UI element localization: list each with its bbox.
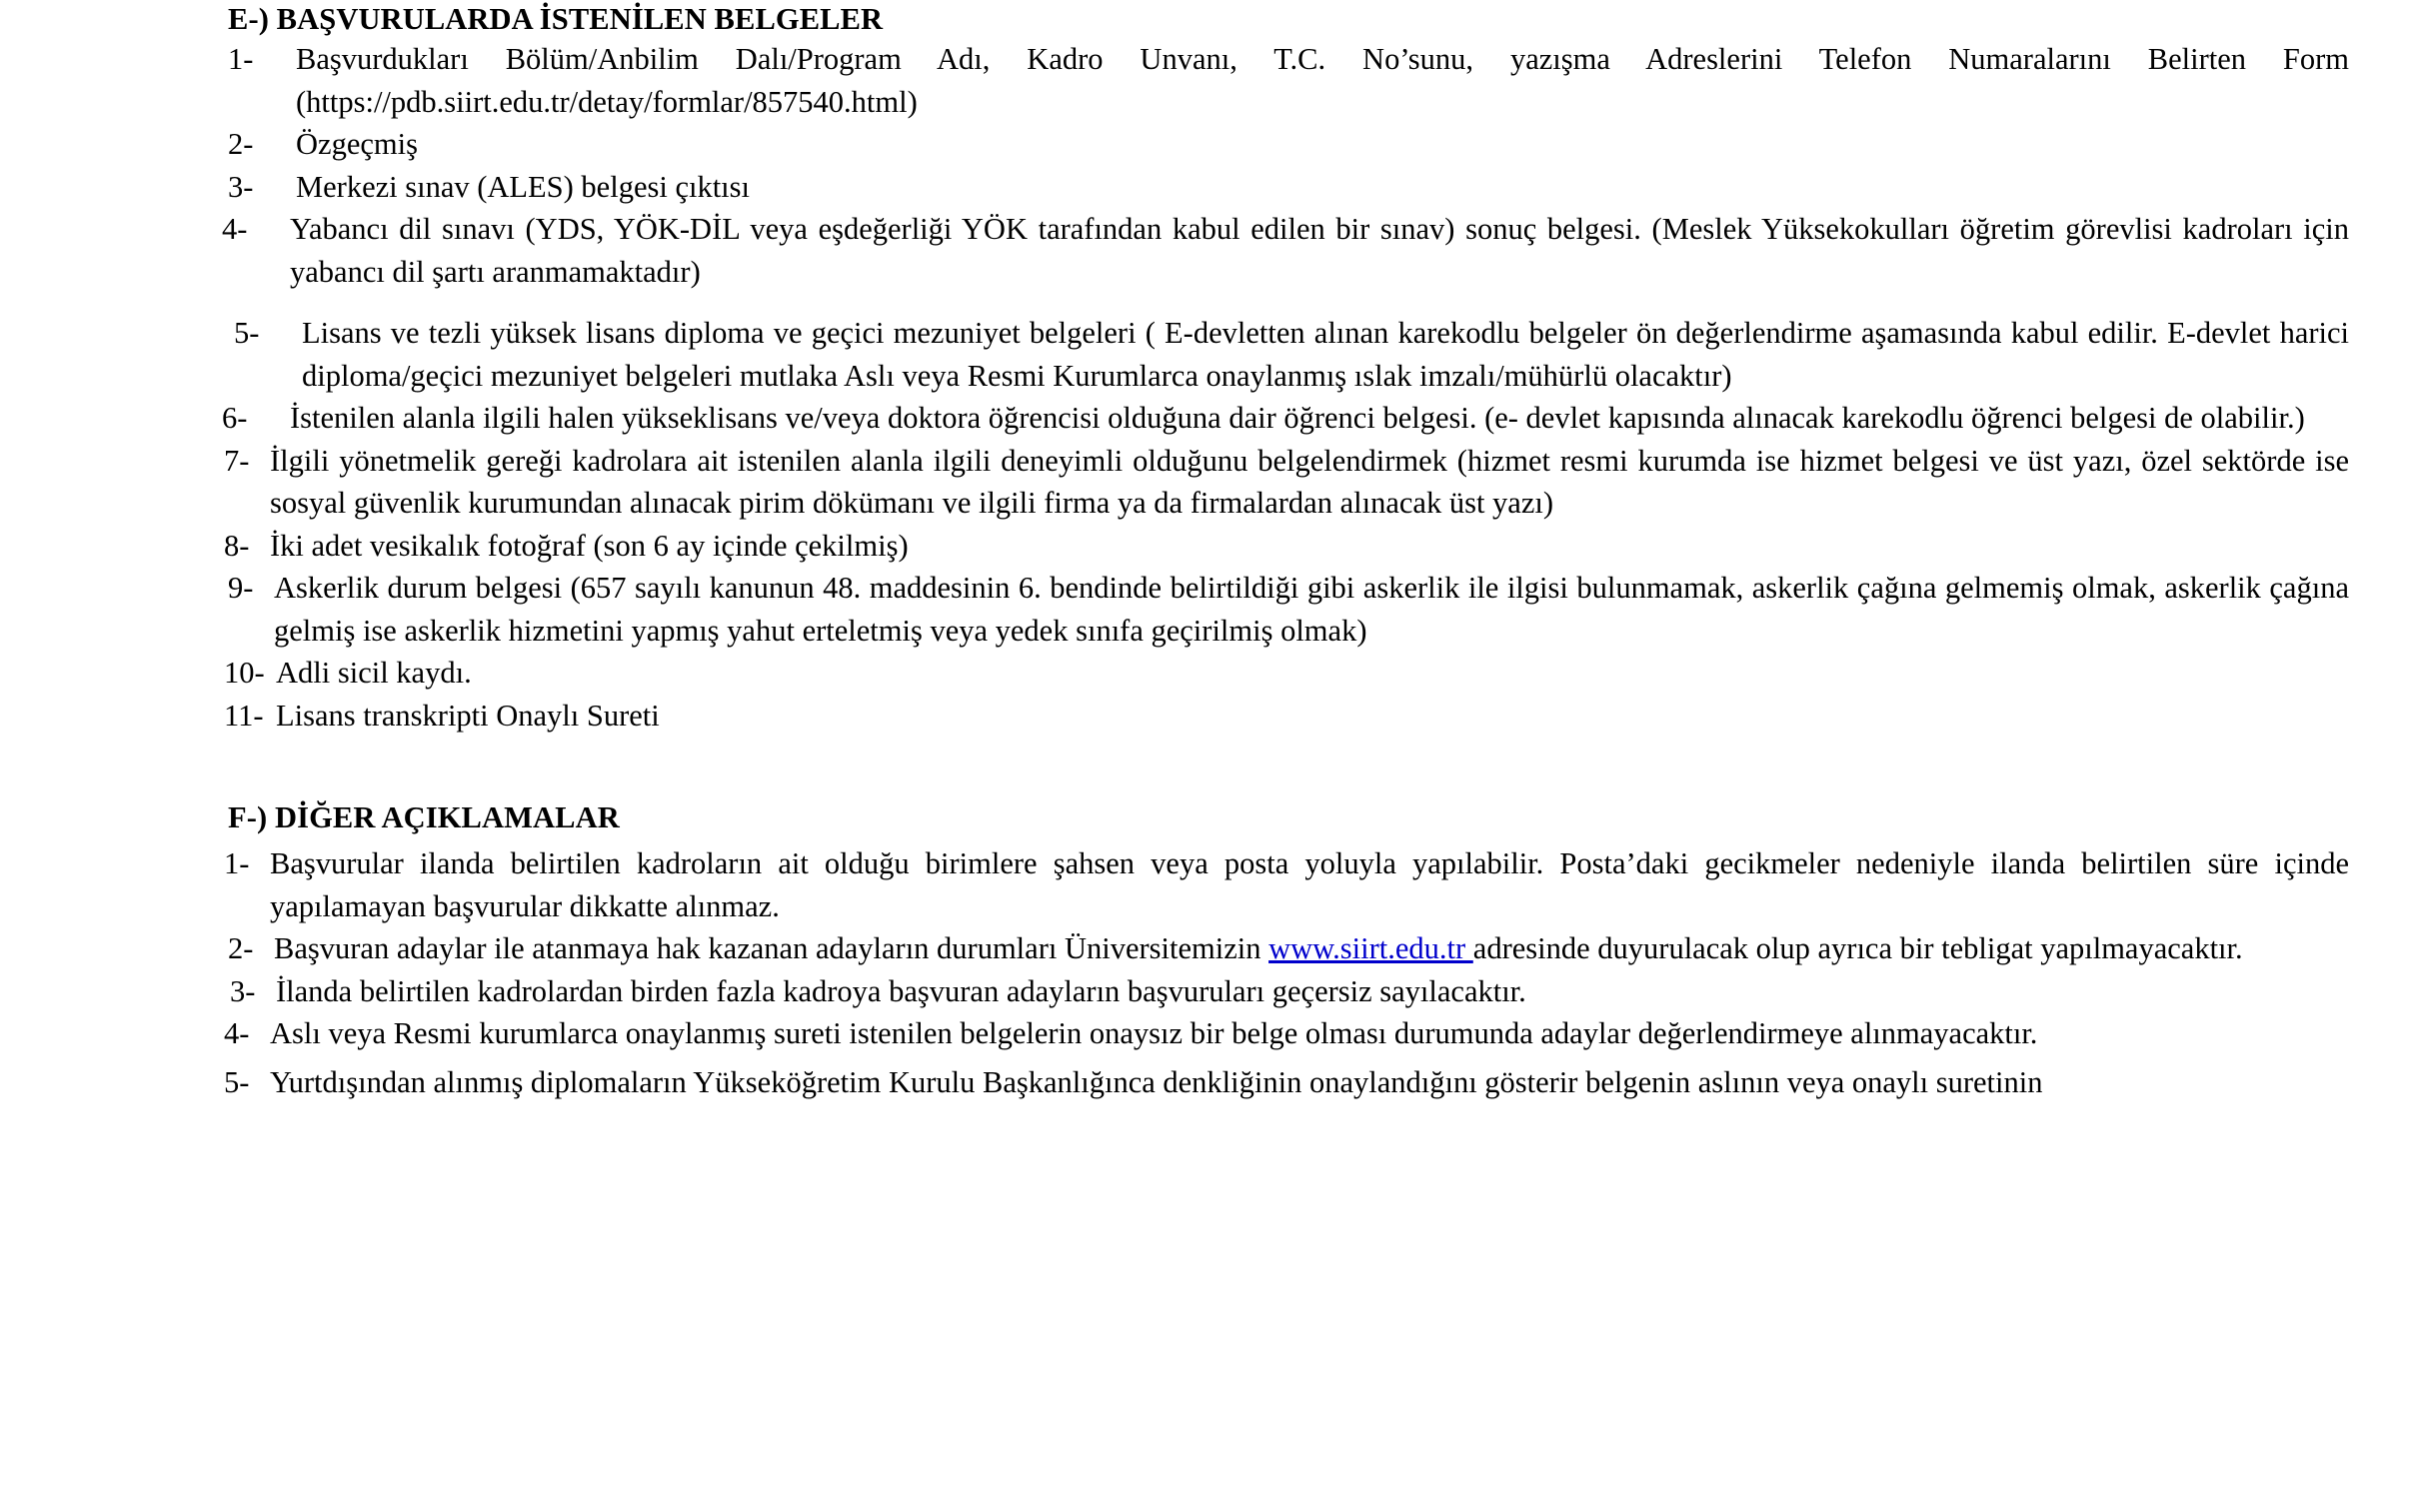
list-item-number: 1- xyxy=(228,42,254,76)
list-item xyxy=(224,842,2349,927)
list-item-number: 4- xyxy=(224,1016,250,1050)
list-item-number: 2- xyxy=(228,931,254,965)
list-item-text-before-link: Başvuran adaylar ile atanmaya hak kazanan adayların durumları Üniversitemizin xyxy=(274,931,1269,965)
list-item-text: İki adet vesikalık fotoğraf (son 6 ay içinde çekilmiş) xyxy=(270,528,909,563)
list-item-text: Özgeçmiş xyxy=(296,127,418,161)
list-item-number: 10- xyxy=(224,656,265,690)
list-item-text: İlanda belirtilen kadrolardan birden fazla kadroya başvuran adayların başvuruları geçersiz sayılacaktır. xyxy=(276,973,1526,1008)
list-item xyxy=(222,397,2349,440)
list-item xyxy=(228,567,2349,652)
list-item-number: 3- xyxy=(228,169,254,204)
list-item-number: 9- xyxy=(228,571,254,605)
list-item-text: Yurtdışından alınmış diplomaların Yükseköğretim Kurulu Başkanlığınca denkliğinin onaylandığını gösterir belgenin aslının veya onaylı suretinin xyxy=(270,1064,2043,1099)
list-item-text: Yabancı dil sınavı (YDS, YÖK-DİL veya eşdeğerliği YÖK tarafından kabul edilen bir sınav) sonuç belgesi. (Meslek Yüksekokulları öğretim görevlisi kadroları için yabancı dil şartı aranmamaktadır) xyxy=(290,212,2349,289)
list-item-text: Lisans ve tezli yüksek lisans diploma ve geçici mezuniyet belgeleri ( E-devletten alınan karekodlu belgeler ön değerlendirme aşamasında kabul edilir. E-devlet harici diploma/geçici mezuniyet belgeleri mutlaka Aslı veya Resmi Kurumlarca onaylanmış ıslak imzalı/mühürlü olacaktır) xyxy=(302,316,2349,393)
list-item-number: 5- xyxy=(224,1064,250,1099)
list-item-text: İstenilen alanla ilgili halen yükseklisans ve/veya doktora öğrencisi olduğuna dair öğrenci belgesi. (e- devlet kapısında alınacak karekodlu öğrenci belgesi de olabilir.) xyxy=(290,401,2305,435)
document-content xyxy=(222,0,2349,1103)
list-item-text-after-link: adresinde duyurulacak olup ayrıca bir tebligat yapılmayacaktır. xyxy=(1472,931,2243,965)
list-item xyxy=(224,1061,2349,1104)
list-item-text: Aslı veya Resmi kurumlarca onaylanmış sureti istenilen belgelerin onaysız bir belge olması durumunda adaylar değerlendirmeye alınmayacaktır. xyxy=(270,1016,2038,1050)
list-item-text: Askerlik durum belgesi (657 sayılı kanunun 48. maddesinin 6. bendinde belirtildiği gibi askerlik ile ilgisi bulunmamak, askerlik çağına gelmemiş olmak, askerlik çağına gelmiş ise askerlik hizmetini yapmış yahut erteletmiş veya yedek sınıfa geçirilmiş olmak) xyxy=(274,571,2349,648)
list-item-number: 11- xyxy=(224,698,264,733)
list-item xyxy=(224,525,2349,568)
list-item xyxy=(224,1012,2349,1055)
list-item xyxy=(224,440,2349,525)
list-item-number: 1- xyxy=(224,846,250,880)
list-item-number: 4- xyxy=(222,212,248,246)
list-item xyxy=(224,695,2349,738)
list-item-text-with-link xyxy=(274,927,2349,970)
list-item xyxy=(228,123,2349,166)
list-item-text: Adli sicil kaydı. xyxy=(276,656,472,690)
list-item-number: 5- xyxy=(234,316,260,350)
list-item-number: 8- xyxy=(224,528,250,563)
list-item-number: 7- xyxy=(224,443,250,478)
section-f-heading: F-) DİĞER AÇIKLAMALAR xyxy=(228,800,620,834)
list-item xyxy=(234,312,2349,397)
list-item-number: 6- xyxy=(222,401,248,435)
list-item xyxy=(230,970,2349,1013)
list-item-text: Başvurular ilanda belirtilen kadroların ait olduğu birimlere şahsen veya posta yoluyla yapılabilir. Posta’daki gecikmeler nedeniyle ilanda belirtilen süre içinde yapılamayan başvurular dikkatte alınmaz. xyxy=(270,846,2349,923)
list-item xyxy=(228,38,2349,123)
list-item xyxy=(224,652,2349,695)
list-item-text: Merkezi sınav (ALES) belgesi çıktısı xyxy=(296,169,751,204)
spacer xyxy=(228,737,2349,798)
list-item-text: Lisans transkripti Onaylı Sureti xyxy=(276,698,660,733)
list-item xyxy=(222,208,2349,293)
spacer xyxy=(228,293,2349,312)
list-item xyxy=(228,927,2349,970)
list-item xyxy=(228,166,2349,209)
list-item-text: Başvurdukları Bölüm/Anbilim Dalı/Program Adı, Kadro Unvanı, T.C. No’sunu, yazışma Adreslerini Telefon Numaralarını Belirten Form (https://pdb.siirt.edu.tr/detay/formlar/857540.html) xyxy=(296,42,2349,119)
list-item-number: 3- xyxy=(230,973,256,1008)
list-item-number: 2- xyxy=(228,127,254,161)
section-e-heading: E-) BAŞVURULARDA İSTENİLEN BELGELER xyxy=(228,2,884,36)
list-item-text: İlgili yönetmelik gereği kadrolara ait istenilen alanla ilgili deneyimli olduğunu belgelendirmek (hizmet resmi kurumda ise hizmet belgesi ve üst yazı, özel sektörde ise sosyal güvenlik kurumundan alınacak pirim dökümanı ve ilgili firma ya da firmalardan alınacak üst yazı) xyxy=(270,443,2349,520)
siirt-edu-tr-link[interactable]: www.siirt.edu.tr xyxy=(1268,931,1473,965)
